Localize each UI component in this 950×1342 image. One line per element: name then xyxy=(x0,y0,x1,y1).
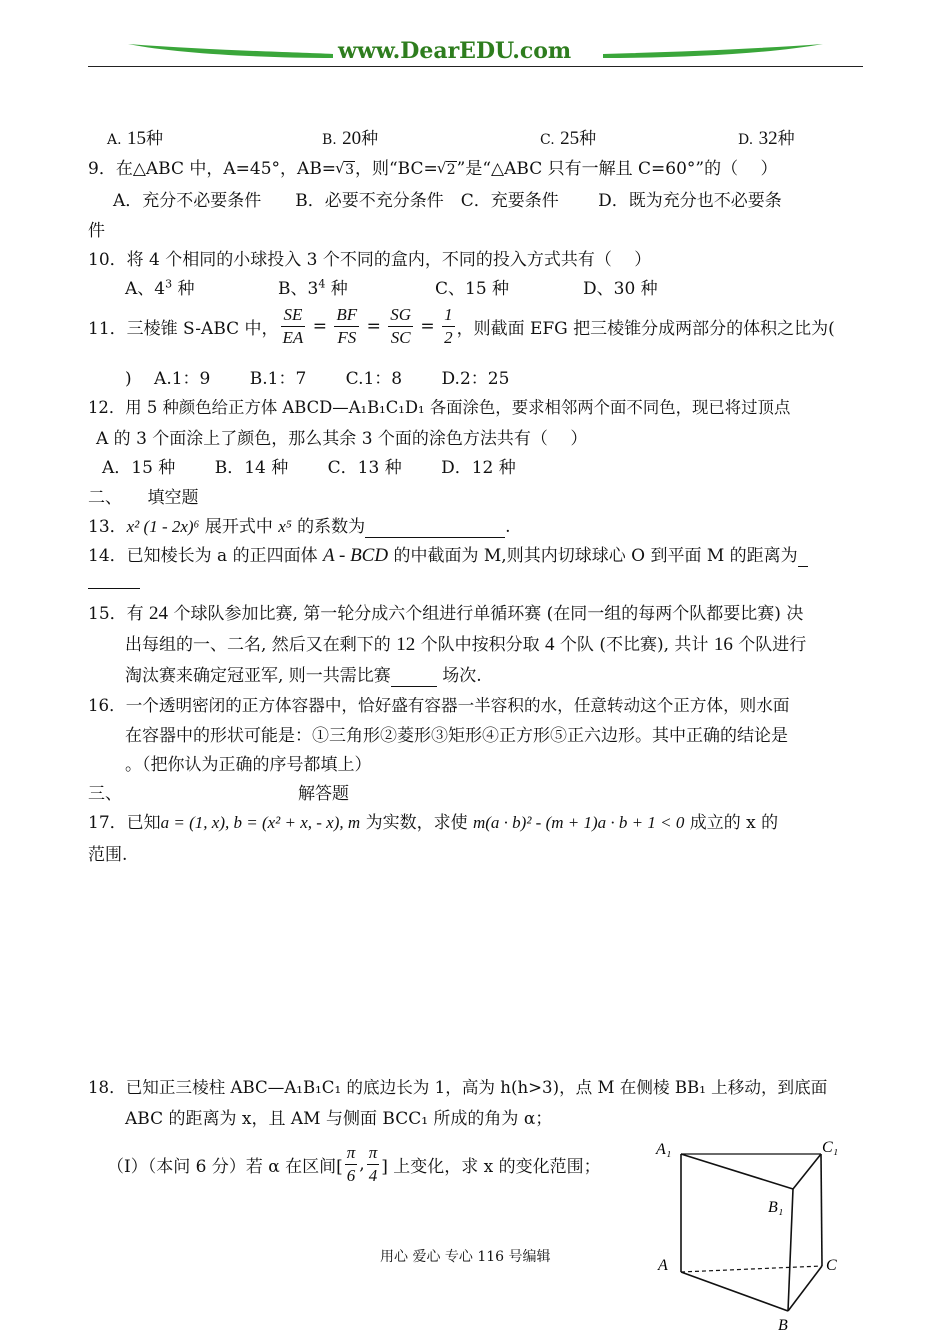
q16-line3: 。（把你认为正确的序号都填上） xyxy=(125,755,372,775)
prism-figure xyxy=(650,1136,860,1336)
q9-options: A．充分不必要条件 B．必要不充分条件 C．充要条件 D．既为充分也不必要条 xyxy=(96,191,782,211)
q14: 14．已知棱长为 a 的正四面体 A - BCD 的中截面为 M,则其内切球球心 O 到平面 M 的距离为 xyxy=(88,541,808,567)
label-c1: C₁ xyxy=(822,1139,839,1156)
q18-line1: 18．已知正三棱柱 ABC—A₁B₁C₁ 的底边长为 1，高为 h(h>3)，点 M 在侧棱 BB₁ 上移动，到底面 xyxy=(88,1078,828,1097)
q12-line1: 12．用 5 种颜色给正方体 ABCD—A₁B₁C₁D₁ 各面涂色，要求相邻两个面不同色，现已将过顶点 xyxy=(88,398,791,417)
fraction-se-ea: $\frac{SE}{EA}$ xyxy=(282,305,304,347)
fraction-sg-sc: $\frac{SG}{SC}$ xyxy=(390,305,412,347)
q17-line1: 17．已知a = (1, x), b = (x² + x, - x), m 为实数，求使 m(a · b)² - (m + 1)a · b + 1 < 0 成立的 x 的 xyxy=(88,813,779,833)
label-a: A xyxy=(658,1257,668,1274)
fraction-bf-fs: $\frac{BF}{FS}$ xyxy=(336,305,358,347)
q15-answer-blank[interactable] xyxy=(391,666,437,687)
label-c: C xyxy=(826,1257,837,1274)
fraction-pi-4: $\frac{\pi}{4}$ xyxy=(368,1143,378,1185)
q13-answer-blank[interactable] xyxy=(365,517,505,538)
section-3-title: 解答题 xyxy=(298,784,349,804)
q13: 13．x² (1 - 2x)⁶ 展开式中 x⁵ 的系数为 . xyxy=(88,517,511,537)
fraction-one-half: $\frac{1}{2}$ xyxy=(444,305,453,347)
q11-options: ) A.1：9 B.1：7 C.1：8 D.2：25 xyxy=(125,369,510,389)
label-b1: B₁ xyxy=(768,1199,784,1216)
q10-option-b: B、$3^4$ 种 xyxy=(278,277,348,299)
header-banner xyxy=(88,30,863,70)
q8-option-b: B. 20种 xyxy=(322,128,379,149)
q14-answer-blank[interactable] xyxy=(88,568,140,589)
q18-part1: （Ⅰ）（本问 6 分）若 α 在区间[ $\frac{\pi}{6}$ , $\frac{\pi}{4}$ ] 上变化，求 x 的变化范围； xyxy=(107,1143,601,1185)
q10-option-d: D、30 种 xyxy=(583,279,658,299)
q17-line2: 范围. xyxy=(88,845,128,865)
q15-line1: 15．有 24 个球队参加比赛, 第一轮分成六个组进行单循环赛 (在同一组的每两个队都要比赛) 决 xyxy=(88,603,804,624)
q16-line2: 在容器中的形状可能是：①三角形②菱形③矩形④正方形⑤正六边形。其中正确的结论是 xyxy=(125,726,788,746)
q12-options: A．15 种 B．14 种 C．13 种 D．12 种 xyxy=(102,458,516,478)
q16-line1: 16．一个透明密闭的正方体容器中，恰好盛有容器一半容积的水，任意转动这个正方体，则水面 xyxy=(88,696,790,715)
q12-line2: A 的 3 个面涂上了颜色，那么其余 3 个面的涂色方法共有（ ） xyxy=(96,429,588,449)
q8-option-c: C. 25种 xyxy=(540,128,597,149)
q8-option-a: A. 15种 xyxy=(107,128,163,149)
q11-stem: 11．三棱锥 S-ABC 中， $\frac{SE}{EA}$ = $\frac{BF}{FS}$ = $\frac{SG}{SC}$ = $\frac{1}{2}$ ，则截面 EFG 把三棱锥分成两部分的体积之比为( xyxy=(88,305,835,347)
q10-stem: 10．将 4 个相同的小球投入 3 个不同的盒内，不同的投入方式共有（ ） xyxy=(88,250,652,270)
label-b: B xyxy=(778,1317,788,1334)
header-site-text[interactable]: www.DearEDU.com xyxy=(338,38,572,64)
q18-line2: ABC 的距离为 x，且 AM 与侧面 BCC₁ 所成的角为 α； xyxy=(125,1109,553,1129)
q8-option-d: D. 32种 xyxy=(738,128,795,149)
fraction-pi-6: $\frac{\pi}{6}$ xyxy=(346,1143,356,1185)
q9-stem: 9．在△ABC 中，A=45°，AB=√ 3，则“BC=√ 2”是“△ABC 只有一解且 C=60°”的（ ） xyxy=(88,154,778,179)
q15-line3: 淘汰赛来确定冠亚军, 则一共需比赛 场次. xyxy=(125,666,482,686)
q10-option-a: A、$4^3$ 种 xyxy=(125,277,195,299)
section-2-title: 二、 填空题 xyxy=(88,488,199,508)
q15-line2: 出每组的一、二名, 然后又在剩下的 12 个队中按积分取 4 个队 (不比赛), 共计 16 个队进行 xyxy=(125,634,807,655)
section-3-num: 三、 xyxy=(88,784,122,804)
footer-text: 用心 爱心 专心 116 号编辑 xyxy=(380,1249,551,1265)
header-rule xyxy=(88,66,863,67)
label-a1: A₁ xyxy=(656,1141,672,1158)
q9-options-cont: 件 xyxy=(88,221,105,241)
q10-option-c: C、15 种 xyxy=(435,279,510,299)
